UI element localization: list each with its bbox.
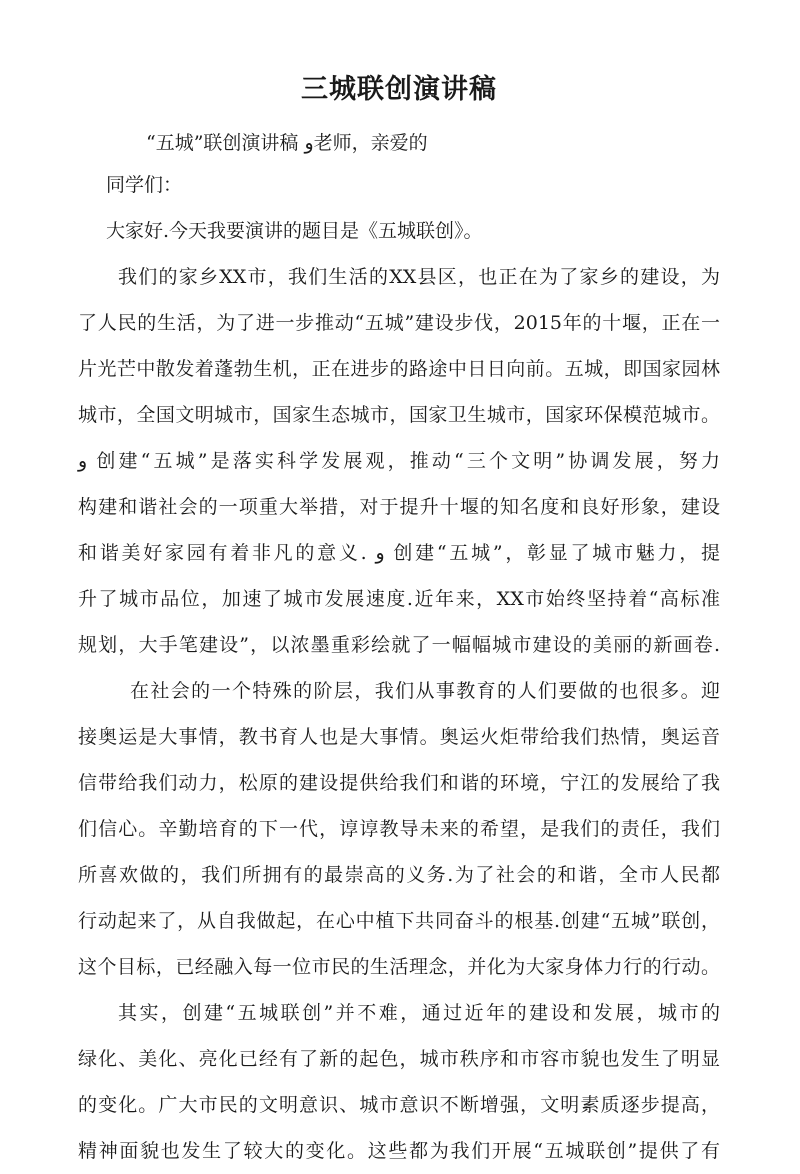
text-line: 们信心。辛勤培育的下一代，谆谆教导未来的希望，是我们的责任，我们 [78, 818, 720, 840]
text-line: 这个目标，已经融入每一位市民的生活理念，并化为大家身体力行的行动。 [78, 956, 720, 978]
text-line: 接奥运是大事情，教书育人也是大事情。奥运火炬带给我们热情，奥运音 [78, 726, 720, 748]
text-line: 片光芒中散发着蓬勃生机，正在进步的路途中日日向前。五城，即国家园林 [78, 358, 720, 380]
text-line: 所喜欢做的，我们所拥有的最崇高的义务.为了社会的和谐，全市人民都 [78, 864, 720, 886]
text-line: 了人民的生活，为了进一步推动“五城”建设步伐，2015年的十堰，正在一 [78, 312, 720, 334]
text-line: 同学们： [106, 174, 183, 196]
text-line: 的变化。广大市民的文明意识、城市意识不断增强，文明素质逐步提高， [78, 1094, 720, 1116]
text-line: 行动起来了，从自我做起，在心中植下共同奋斗的根基.创建“五城”联创， [78, 910, 720, 932]
text-line: 信带给我们动力，松原的建设提供给我们和谐的环境，宁江的发展给了我 [78, 772, 720, 794]
text-line: 其实，创建“五城联创”并不难，通过近年的建设和发展，城市的 [118, 1002, 720, 1024]
text-line: 升了城市品位，加速了城市发展速度.近年来，XX市始终坚持着“高标准 [78, 588, 720, 610]
document-title: 三城联创演讲稿 [301, 74, 497, 105]
text-line: 绿化、美化、亮化已经有了新的起色，城市秩序和市容市貌也发生了明显 [78, 1048, 720, 1070]
text-line: و 创建“五城”是落实科学发展观，推动“三个文明”协调发展，努力 [78, 450, 720, 472]
text-line: 我们的家乡XX市，我们生活的XX县区，也正在为了家乡的建设，为 [118, 266, 720, 288]
text-line: 规划，大手笔建设”，以浓墨重彩绘就了一幅幅城市建设的美丽的新画卷. [78, 634, 720, 656]
text-line: 和谐美好家园有着非凡的意义. و 创建“五城”，彰显了城市魅力，提 [78, 542, 720, 564]
text-line: 在社会的一个特殊的阶层，我们从事教育的人们要做的也很多。迎 [130, 680, 720, 702]
text-line: “五城”联创演讲稿 و老师，亲爱的 [146, 132, 428, 154]
document-body [78, 124, 720, 1174]
text-line: 大家好.今天我要演讲的题目是《五城联创》。 [106, 220, 483, 242]
text-line: 构建和谐社会的一项重大举措，对于提升十堰的知名度和良好形象，建设 [78, 496, 720, 518]
text-line: 城市，全国文明城市，国家生态城市，国家卫生城市，国家环保模范城市。 [78, 404, 720, 426]
text-line: 精神面貌也发生了较大的变化。这些都为我们开展“五城联创”提供了有 [78, 1140, 720, 1162]
